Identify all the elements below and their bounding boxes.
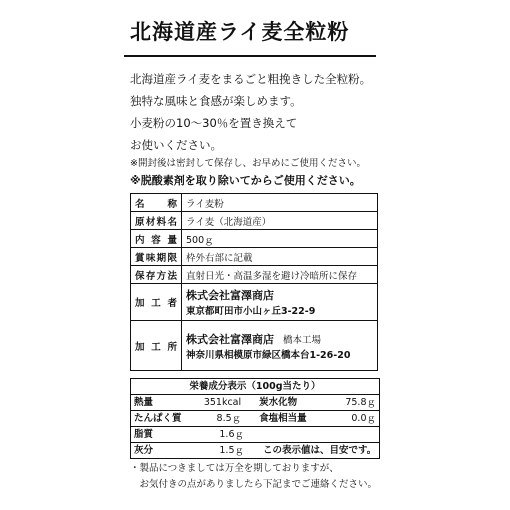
nutrition-header: 栄養成分表示（100g当たり） (131, 379, 379, 395)
intro-line: お使いください。 (130, 138, 222, 152)
footnote-line: お気付きの点がありましたら下記までご連絡ください。 (130, 479, 378, 490)
nutrition-row (131, 427, 379, 443)
product-info-table (130, 193, 378, 371)
intro-line: 北海道産ライ麦をまるごと粗挽きした全粒粉。 (130, 72, 372, 86)
info-row (131, 266, 378, 284)
maker-address: 東京都町田市小山ヶ丘3-22-9 (186, 306, 316, 317)
nutrient-label: 脂質 (134, 429, 154, 440)
info-value: 枠外右部に記載 (182, 248, 378, 266)
product-title: 北海道産ライ麦全粒粉 (130, 20, 350, 44)
contact-footnote (130, 461, 377, 493)
nutrition-row (131, 395, 379, 411)
oxygen-absorber-note: ※脱酸素剤を取り除いてからご使用ください。 (130, 174, 361, 187)
nutrition-table (130, 378, 380, 459)
info-row (131, 230, 378, 248)
title-divider (124, 55, 376, 57)
nutrition-row (131, 411, 379, 427)
info-row (131, 194, 378, 212)
info-row (131, 248, 378, 266)
storage-note: ※開封後は密封して保存し、お早めにご使用ください。 (130, 158, 366, 169)
caution-notes (130, 155, 366, 189)
estimate-note: この表示値は、目安です。 (263, 445, 377, 456)
info-label: 賞味期限 (131, 248, 182, 266)
maker-name: 株式会社富澤商店 (186, 289, 274, 302)
intro-line: 小麦粉の10～30％を置き換えて (130, 116, 298, 130)
info-value: 直射日光・高温多湿を避け冷暗所に保存 (182, 266, 378, 284)
info-label: 保存方法 (131, 266, 182, 284)
info-label: 原材料名 (131, 212, 182, 230)
intro-line: 独特な風味と食感が楽しめます。 (130, 94, 302, 108)
info-label: 加工者 (131, 284, 182, 321)
info-row-maker (131, 284, 378, 321)
nutrient-value: 0.0ｇ (351, 413, 376, 424)
nutrition-row (131, 443, 379, 458)
factory-address: 神奈川県相模原市緑区橋本台1-26-20 (186, 349, 351, 361)
nutrient-value: 1.6ｇ (219, 429, 244, 440)
product-description (130, 68, 371, 156)
factory-details (182, 321, 378, 371)
nutrient-label: 炭水化物 (259, 397, 298, 408)
info-label: 内容量 (131, 230, 182, 248)
nutrient-label: 灰分 (134, 445, 154, 456)
nutrient-label: 熱量 (134, 397, 154, 408)
info-value: 500ｇ (182, 230, 378, 248)
info-row (131, 212, 378, 230)
info-label: 加工所 (131, 321, 182, 371)
factory-plant: 橋本工場 (283, 334, 322, 346)
factory-company: 株式会社富澤商店 (186, 332, 274, 346)
nutrient-value: 351kcal (203, 397, 242, 408)
info-label: 名称 (131, 194, 182, 212)
nutrient-label: 食塩相当量 (259, 413, 307, 424)
footnote-line: ・製品につきましては万全を期しておりますが、 (130, 463, 339, 474)
maker-details (182, 284, 378, 321)
info-value: ライ麦（北海道産） (182, 212, 378, 230)
nutrient-value: 75.8ｇ (345, 397, 376, 408)
nutrient-value: 8.5ｇ (216, 413, 242, 424)
nutrient-label: たんぱく質 (134, 413, 182, 424)
info-row-factory (131, 321, 378, 371)
info-value: ライ麦粉 (182, 194, 378, 212)
nutrient-value: 1.5ｇ (219, 445, 244, 456)
